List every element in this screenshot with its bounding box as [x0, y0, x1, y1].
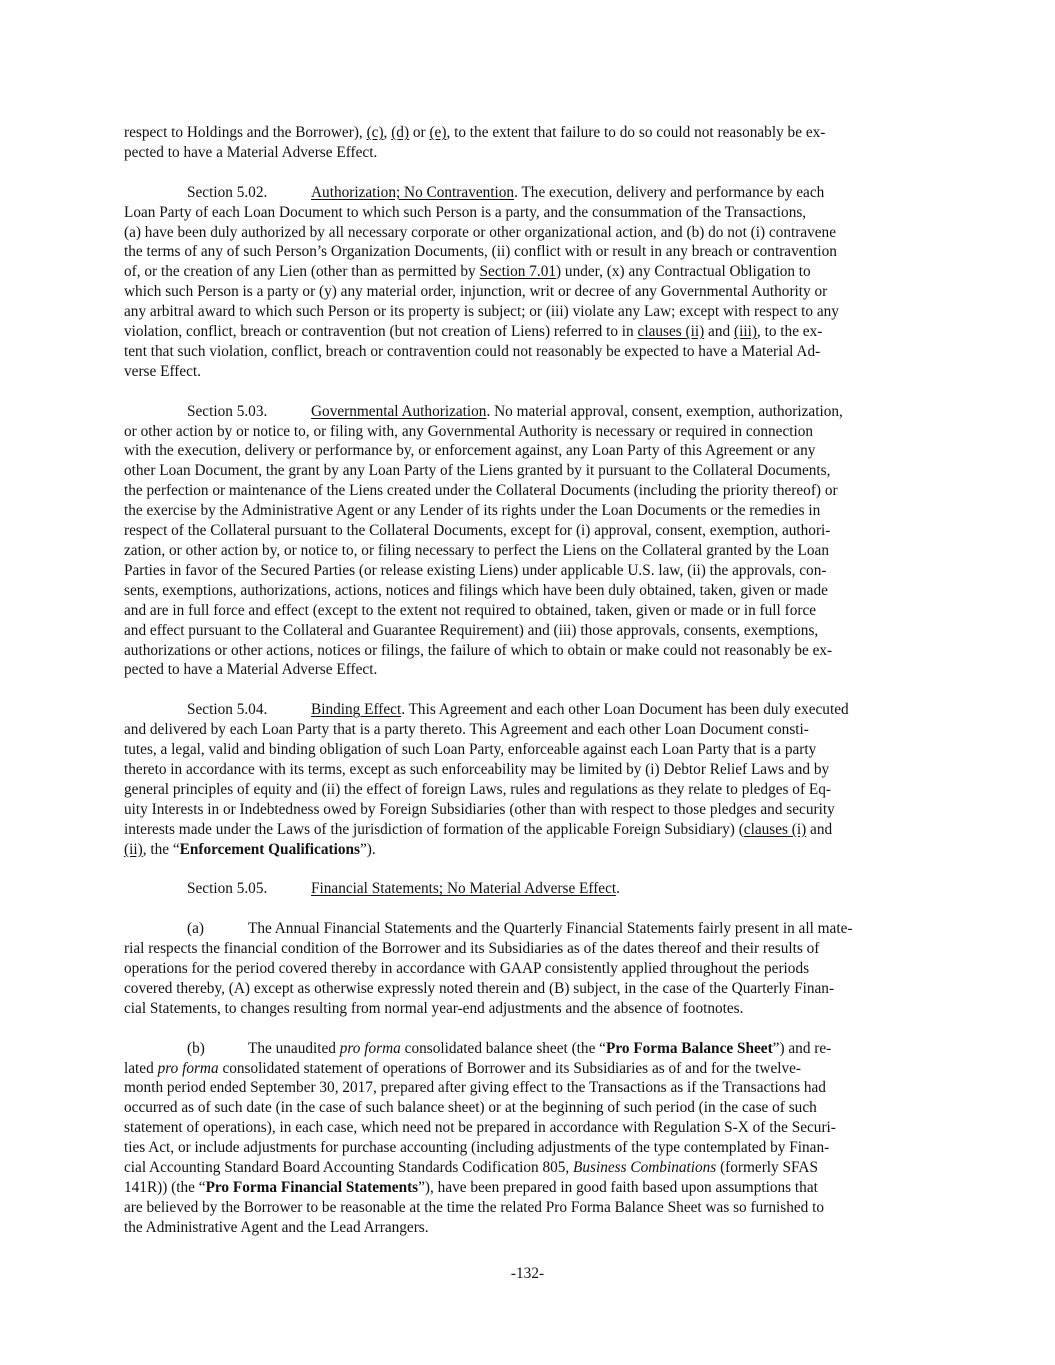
text-line [124, 183, 932, 203]
text-run: pected to have a Material Adverse Effect. [124, 661, 378, 679]
text-run: the perfection or maintenance of the Liens created under the Collateral Documents (including the priority thereof) or [124, 482, 838, 500]
text-line [124, 820, 932, 840]
text-run: and delivered by each Loan Party that is a party thereto. This Agreement and each other Loan Document consti- [124, 721, 809, 739]
text-run: The unaudited [248, 1039, 340, 1057]
text-run: , to the extent that failure to do so could not reasonably be ex- [446, 124, 826, 141]
cross-reference: (ii) [124, 840, 143, 858]
text-line [124, 999, 932, 1019]
text-line [124, 879, 932, 899]
cross-reference: Section 7.01 [479, 263, 557, 281]
text-run: cial Statements, to changes resulting from normal year-end adjustments and the absence of footnotes. [124, 999, 744, 1017]
text-line [124, 242, 932, 262]
text-run: the Administrative Agent and the Lead Arrangers. [124, 1218, 429, 1236]
text-line [124, 1118, 932, 1138]
text-run: the terms of any of such Person’s Organization Documents, (ii) conflict with or result in any breach or contravention [124, 243, 837, 261]
text-line [124, 143, 932, 163]
text-run: month period ended September 30, 2017, prepared after giving effect to the Transactions as if the Transactions had [124, 1079, 826, 1097]
clause-label: (a) [187, 920, 204, 938]
text-run: and [704, 323, 734, 341]
text-line [124, 740, 932, 760]
text-run: tent that such violation, conflict, breach or contravention could not reasonably be expected to have a Material Ad- [124, 342, 821, 360]
text-line [124, 501, 932, 521]
text-run: rial respects the financial condition of the Borrower and its Subsidiaries as of the dates thereof and their results of [124, 940, 820, 958]
text-run: any arbitral award to which such Person or its property is subject; or (iii) violate any Law; except with respect to any [124, 303, 839, 321]
text-run: and [806, 820, 833, 838]
text-run: , the “ [142, 840, 180, 858]
cross-reference: (iii) [733, 323, 757, 341]
text-line [124, 1138, 932, 1158]
text-line [124, 302, 932, 322]
text-run: ”). [359, 840, 376, 858]
text-line [124, 203, 932, 223]
cross-reference: (e) [429, 124, 447, 141]
text-line [124, 441, 932, 461]
text-run: respect of the Collateral pursuant to the Collateral Documents, except for (i) approval, consent, exemption, authori- [124, 522, 831, 540]
text-run: other Loan Document, the grant by any Loan Party of the Liens granted by it pursuant to the Collateral Documents, [124, 462, 831, 480]
text-run: 141R)) (the “ [124, 1178, 206, 1196]
text-line [124, 481, 932, 501]
text-run: tutes, a legal, valid and binding obligation of such Loan Party, enforceable against each Loan Party that is a party [124, 741, 817, 759]
section-heading: Financial Statements; No Material Adverse Effect [311, 880, 617, 898]
italic-text: pro forma [339, 1039, 401, 1057]
text-run: the exercise by the Administrative Agent or any Lender of its rights under the Loan Documents or the remedies in [124, 502, 821, 520]
section-number: Section 5.04. [187, 701, 268, 719]
text-run: violation, conflict, breach or contravention (but not creation of Liens) referred to in [124, 323, 638, 341]
section-heading: Binding Effect [311, 701, 402, 719]
text-line [124, 1078, 932, 1098]
text-line [124, 800, 932, 820]
text-line [124, 461, 932, 481]
italic-text: Business Combinations [573, 1159, 717, 1177]
cross-reference: clauses (i) [743, 820, 807, 838]
text-run: sents, exemptions, authorizations, actions, notices and filings which have been duly obtained, taken, given or made [124, 581, 828, 599]
text-line [124, 322, 932, 342]
text-line [124, 223, 932, 243]
text-line [124, 840, 932, 860]
text-line [124, 561, 932, 581]
text-line [124, 660, 932, 680]
text-run: (a) have been duly authorized by all necessary corporate or other organizational action, and (b) do not (i) contravene [124, 223, 836, 241]
text-line [124, 939, 932, 959]
paragraph-clause-b [124, 1039, 932, 1238]
paragraph-section-5-04 [124, 700, 932, 859]
text-line [124, 521, 932, 541]
text-run: The Annual Financial Statements and the Quarterly Financial Statements fairly present in all mate- [248, 920, 853, 938]
text-line [124, 581, 932, 601]
text-line [124, 1198, 932, 1218]
text-line [124, 1178, 932, 1198]
document-body [124, 123, 932, 1258]
text-run: . This Agreement and each other Loan Document has been duly executed [401, 701, 849, 719]
defined-term: Pro Forma Financial Statements [205, 1178, 419, 1196]
paragraph-continuation [124, 123, 932, 163]
text-run: uity Interests in or Indebtedness owed by Foreign Subsidiaries (other than with respect to those pledges and security [124, 800, 835, 818]
defined-term: Enforcement Qualifications [179, 840, 360, 858]
paragraph-clause-a [124, 919, 932, 1019]
text-run: consolidated statement of operations of Borrower and its Subsidiaries as of and for the twelve- [218, 1059, 802, 1077]
italic-text: pro forma [157, 1059, 219, 1077]
text-line [124, 362, 932, 382]
text-line [124, 641, 932, 661]
text-run: Loan Party of each Loan Document to which such Person is a party, and the consummation of the Transactions, [124, 203, 807, 221]
text-run: or [409, 124, 430, 141]
text-run: occurred as of such date (in the case of such balance sheet) or at the beginning of such period (in the case of such [124, 1099, 817, 1117]
paragraph-section-5-03 [124, 402, 932, 681]
defined-term: Pro Forma Balance Sheet [605, 1039, 773, 1057]
cross-reference: (d) [391, 124, 410, 141]
text-line [124, 720, 932, 740]
page-number: -132- [510, 1265, 545, 1282]
text-run: Parties in favor of the Secured Parties (or release existing Liens) under applicable U.S. law, (ii) the approvals, con- [124, 561, 827, 579]
text-run: thereto in accordance with its terms, except as such enforceability may be limited by (i) Debtor Relief Laws and by [124, 760, 830, 778]
text-run: which such Person is a party or (y) any material order, injunction, writ or decree of any Governmental Authority or [124, 283, 828, 301]
text-line [124, 262, 932, 282]
text-run: authorizations or other actions, notices or filings, the failure of which to obtain or make could not reasonably be ex- [124, 641, 833, 659]
text-run: zation, or other action by, or notice to, or filing necessary to perfect the Liens on the Collateral granted by the Loan [124, 542, 829, 559]
text-line [124, 700, 932, 720]
text-run: with the execution, delivery or performance by, or enforcement against, any Loan Party of this Agreement or any [124, 442, 816, 460]
text-run: (formerly SFAS [716, 1159, 818, 1177]
section-heading: Governmental Authorization [311, 402, 487, 420]
cross-reference: (c) [366, 124, 384, 141]
text-line [124, 1218, 932, 1238]
paragraph-section-5-05 [124, 879, 932, 899]
text-run: ties Act, or include adjustments for purchase accounting (including adjustments of the type contemplated by Finan- [124, 1139, 830, 1157]
section-heading: Authorization; No Contravention [311, 183, 515, 201]
text-run: or other action by or notice to, or filing with, any Governmental Authority is necessary or required in connection [124, 422, 814, 440]
text-run: are believed by the Borrower to be reasonable at the time the related Pro Forma Balance Sheet was so furnished to [124, 1198, 825, 1216]
text-line [124, 760, 932, 780]
text-run: verse Effect. [124, 362, 202, 380]
paragraph-section-5-02 [124, 183, 932, 382]
text-line [124, 601, 932, 621]
text-run: respect to Holdings and the Borrower), [124, 124, 367, 141]
section-number: Section 5.03. [187, 402, 268, 420]
text-run: and effect pursuant to the Collateral and Guarantee Requirement) and (iii) those approvals, consents, exemptions, [124, 621, 819, 639]
text-run: operations for the period covered thereby in accordance with GAAP consistently applied throughout the periods [124, 959, 810, 977]
text-line [124, 541, 932, 561]
text-run: statement of operations), in each case, which need not be prepared in accordance with Regulation S-X of the Securi- [124, 1119, 836, 1137]
text-run: and are in full force and effect (except to the extent not required to obtained, taken, given or made or in full force [124, 601, 817, 619]
text-line [124, 123, 932, 143]
text-run: cial Accounting Standard Board Accounting Standards Codification 805, [124, 1159, 574, 1177]
text-line [124, 919, 932, 939]
text-run: general principles of equity and (ii) the effect of foreign Laws, rules and regulations as they relate to pledges of Eq- [124, 780, 831, 798]
text-line [124, 422, 932, 442]
text-run: consolidated balance sheet (the “ [400, 1039, 606, 1057]
text-line [124, 1059, 932, 1079]
text-run: covered thereby, (A) except as otherwise expressly noted therein and (B) subject, in the case of the Quarterly Finan- [124, 979, 835, 997]
text-line [124, 621, 932, 641]
text-run: pected to have a Material Adverse Effect. [124, 143, 378, 161]
text-run: . No material approval, consent, exemption, authorization, [486, 402, 843, 420]
text-run: ”), have been prepared in good faith based upon assumptions that [418, 1178, 818, 1196]
cross-reference: clauses (ii) [637, 323, 705, 341]
text-run: ) under, (x) any Contractual Obligation to [556, 263, 811, 281]
text-run: , [383, 124, 392, 141]
text-line [124, 1158, 932, 1178]
text-line [124, 402, 932, 422]
text-line [124, 1098, 932, 1118]
text-line [124, 780, 932, 800]
text-line [124, 342, 932, 362]
text-run: lated [124, 1059, 158, 1077]
section-number: Section 5.05. [187, 880, 268, 898]
clause-label: (b) [187, 1039, 205, 1057]
text-run: of, or the creation of any Lien (other than as permitted by [124, 263, 480, 281]
text-run: . The execution, delivery and performance by each [514, 183, 825, 201]
text-run: , to the ex- [756, 323, 823, 341]
text-line [124, 979, 932, 999]
text-line [124, 282, 932, 302]
text-run: interests made under the Laws of the jurisdiction of formation of the applicable Foreign Subsidiary) ( [124, 820, 744, 838]
text-run: . [616, 880, 620, 898]
text-run: ”) and re- [772, 1039, 832, 1057]
text-line [124, 959, 932, 979]
text-line [124, 1039, 932, 1059]
section-number: Section 5.02. [187, 183, 268, 201]
